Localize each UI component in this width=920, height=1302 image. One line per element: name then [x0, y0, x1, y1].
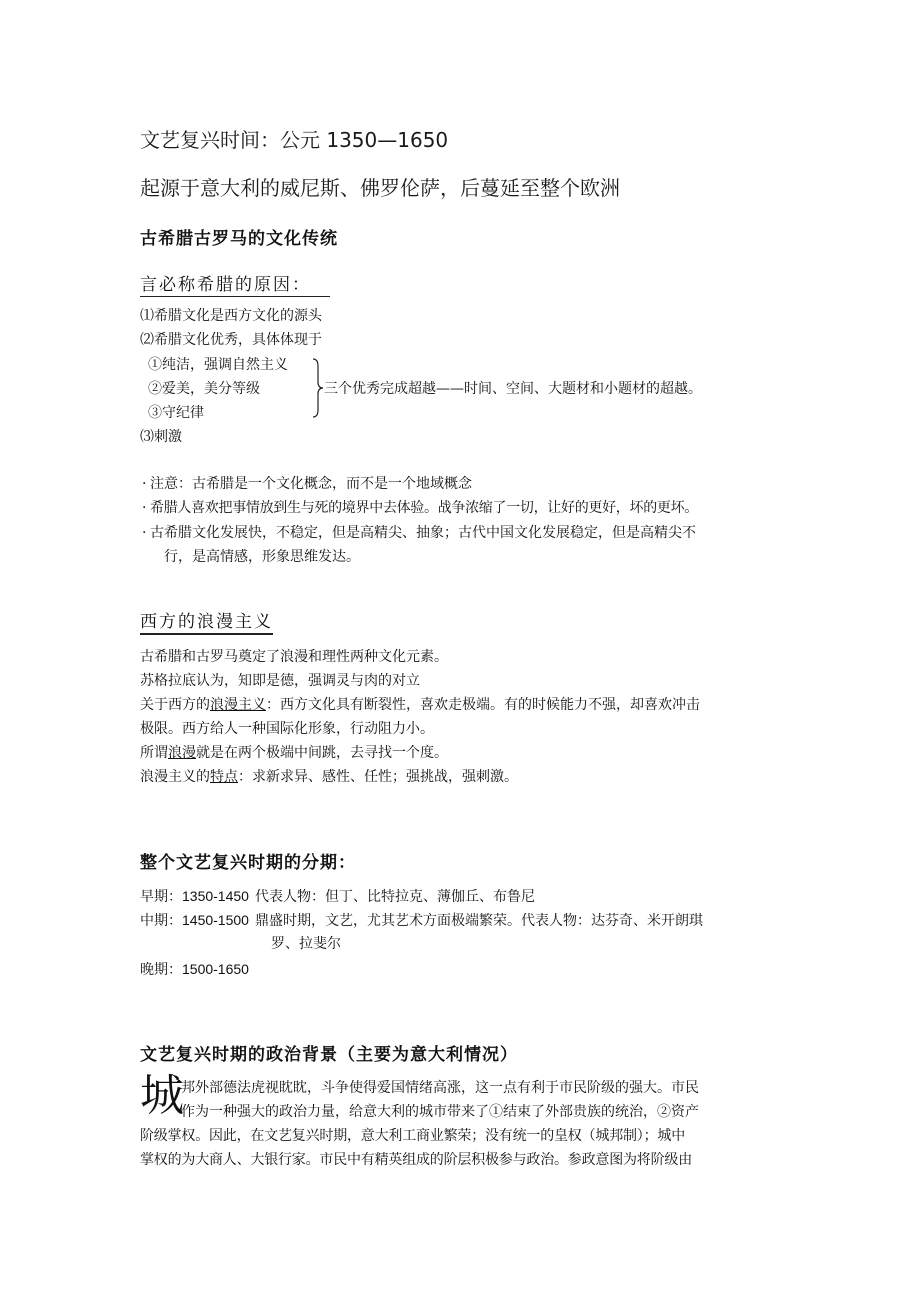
brace-note: 三个优秀完成超越——时间、空间、大题材和小题材的超越。: [324, 381, 702, 397]
romanticism-line-3: 关于西方的浪漫主义：西方文化具有断裂性，喜欢走极端。有的时候能力不强，却喜欢冲击: [140, 697, 700, 713]
reason-item-1: ⑴希腊文化是西方文化的源头: [140, 308, 322, 324]
section-heading-politics: 文艺复兴时期的政治背景（主要为意大利情况）: [140, 1045, 518, 1065]
romanticism-line-6: 浪漫主义的特点：求新求异、感性、任性；强挑战，强刺激。: [140, 769, 518, 785]
subheading-why-greece: 言必称希腊的原因：: [140, 270, 330, 297]
romanticism-line-4: 极限。西方给人一种国际化形象，行动阻力小。: [140, 721, 434, 737]
politics-line-4: 掌权的为大商人、大银行家。市民中有精英组成的阶层积极参与政治。参政意图为将阶级由: [140, 1152, 692, 1168]
note-bullet: · 古希腊文化发展快，不稳定，但是高精尖、抽象；古代中国文化发展稳定，但是高精尖不: [142, 521, 696, 545]
underlined-term-romanticism: 浪漫主义: [210, 697, 266, 713]
underlined-term-romance: 浪漫: [168, 745, 196, 761]
bullet-icon: ·: [142, 476, 147, 492]
romanticism-line-2: 苏格拉底认为，知即是德，强调灵与肉的对立: [140, 673, 420, 689]
note-bullet: · 希腊人喜欢把事情放到生与死的境界中去体验。战争浓缩了一切，让好的更好，坏的更坏。: [142, 496, 698, 520]
reason-item-3: ⑶刺激: [140, 429, 182, 445]
section-heading-greek-roman: 古希腊古罗马的文化传统: [140, 229, 338, 249]
renaissance-origin-line: 起源于意大利的威尼斯、佛罗伦萨，后蔓延至整个欧洲: [140, 176, 620, 200]
period-late: 晚期：1500-1650: [140, 961, 249, 978]
note-bullet: · 注意：古希腊是一个文化概念，而不是一个地域概念: [142, 472, 472, 496]
drop-cap: 城: [140, 1070, 184, 1121]
period-early: 早期：1350-1450 代表人物：但丁、比特拉克、薄伽丘、布鲁尼: [140, 888, 535, 905]
sub-item-purity: ①纯洁，强调自然主义: [148, 357, 288, 373]
politics-line-2: 作为一种强大的政治力量，给意大利的城市带来了①结束了外部贵族的统治，②资产: [181, 1104, 699, 1120]
politics-line-3: 阶级掌权。因此，在文艺复兴时期，意大利工商业繁荣；没有统一的皇权（城邦制）；城中: [140, 1128, 685, 1144]
bullet-icon: ·: [142, 525, 147, 541]
section-heading-periods: 整个文艺复兴时期的分期：: [140, 853, 356, 873]
politics-line-1: 邦外部德法虎视眈眈，斗争使得爱国情绪高涨，这一点有利于市民阶级的强大。市民: [181, 1080, 699, 1096]
romanticism-line-1: 古希腊和古罗马奠定了浪漫和理性两种文化元素。: [140, 649, 448, 665]
period-middle: 中期：1450-1500 鼎盛时期，文艺，尤其艺术方面极端繁荣。代表人物：达芬奇、米开朗琪: [140, 912, 703, 929]
renaissance-time-line: 文艺复兴时间：公元 1350—1650: [140, 128, 449, 152]
sub-item-discipline: ③守纪律: [148, 405, 204, 421]
period-middle-continuation: 罗、拉斐尔: [271, 936, 341, 952]
underlined-term-features: 特点: [210, 769, 238, 785]
section-heading-romanticism: 西方的浪漫主义: [140, 607, 273, 635]
reason-item-2: ⑵希腊文化优秀，具体体现于: [140, 332, 322, 348]
sub-item-beauty: ②爱美，美分等级: [148, 381, 260, 397]
bullet-icon: ·: [142, 500, 147, 516]
curly-brace-icon: [312, 358, 324, 418]
note-continuation: 行，是高情感，形象思维发达。: [164, 549, 360, 565]
romanticism-line-5: 所谓浪漫就是在两个极端中间跳，去寻找一个度。: [140, 745, 448, 761]
